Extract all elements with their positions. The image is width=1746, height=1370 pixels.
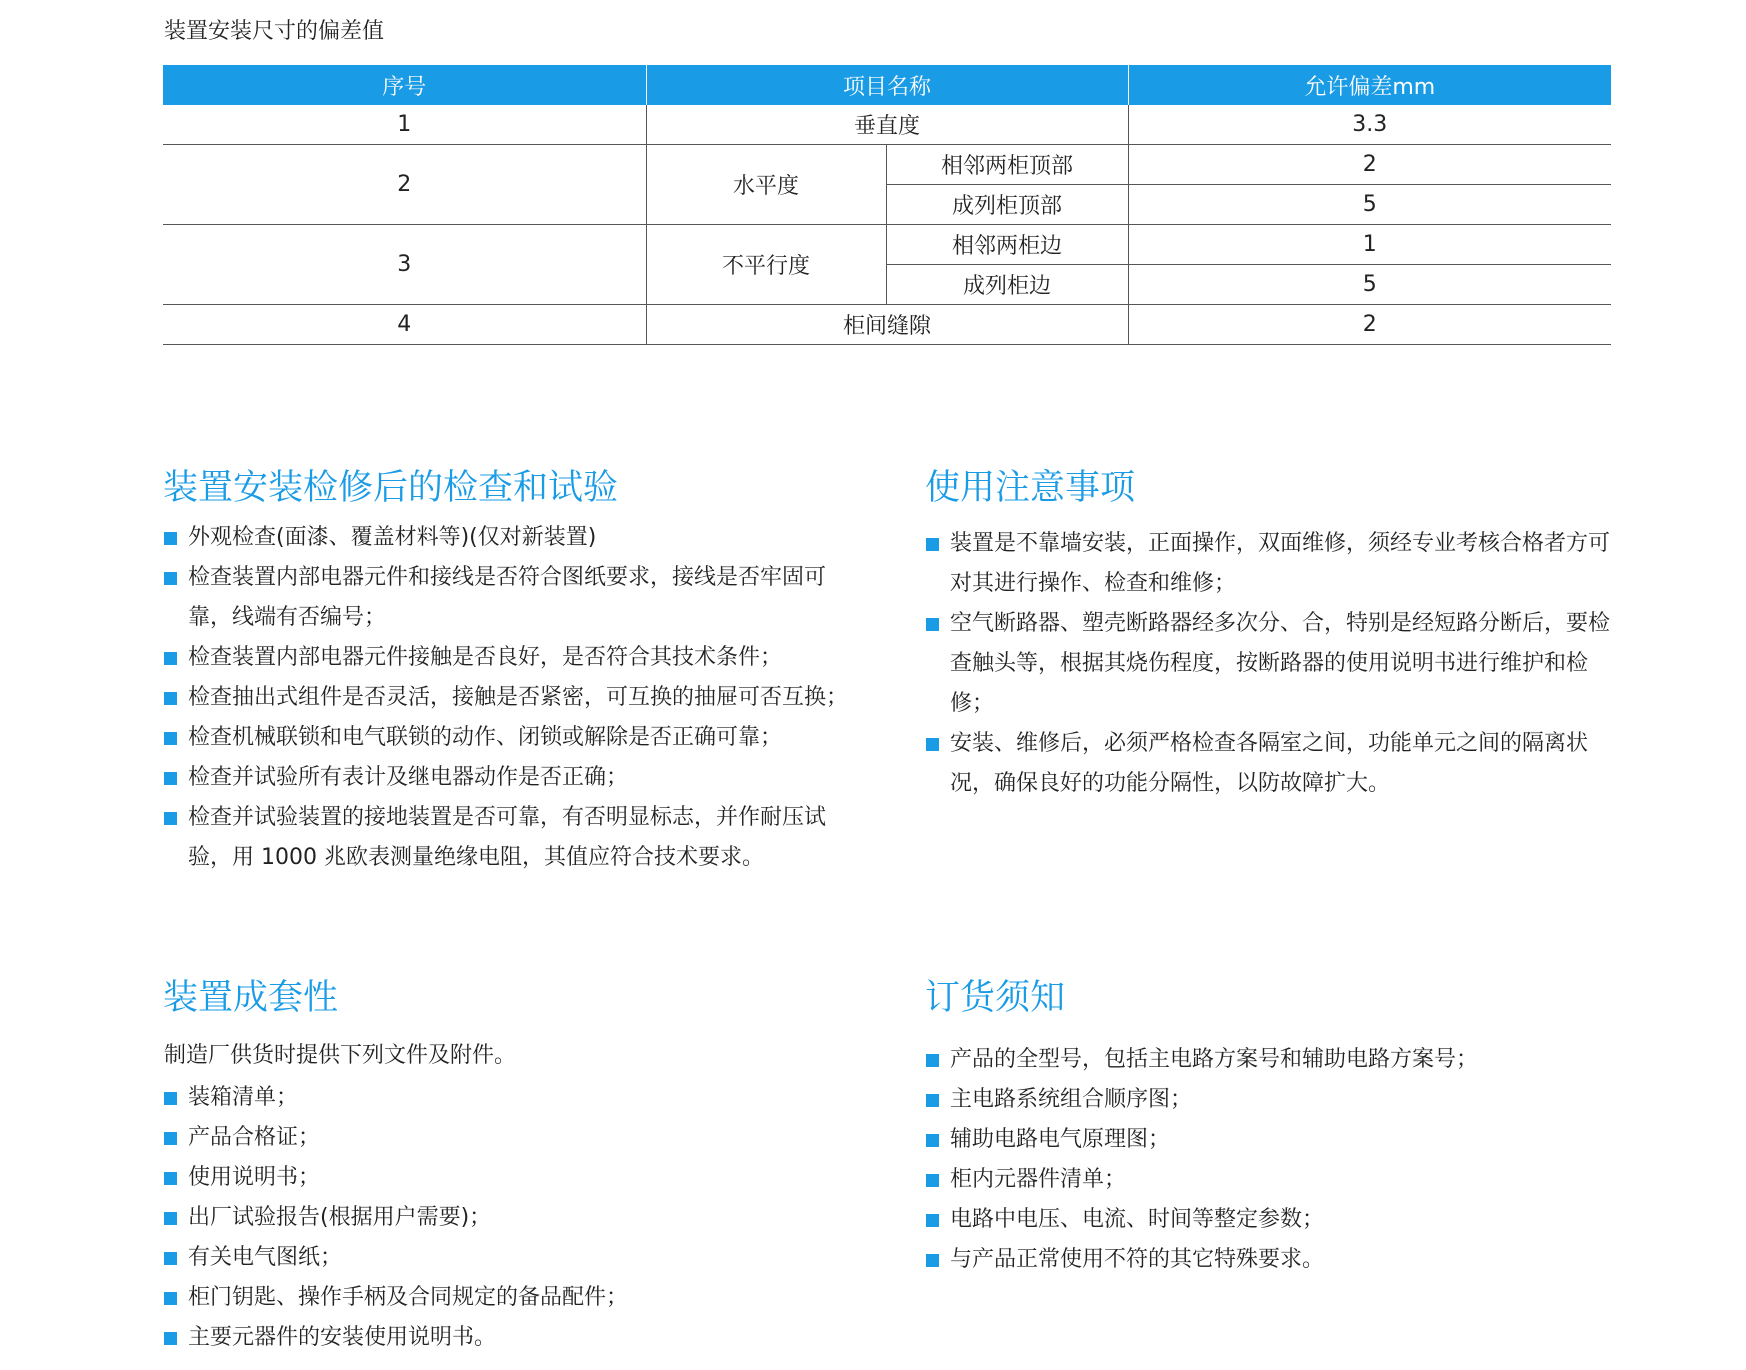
cell-value: 5 [1128,185,1611,225]
list-item: 使用说明书； [164,1158,854,1198]
square-bullet-icon [164,1332,177,1345]
list-item: 主要元器件的安装使用说明书。 [164,1318,854,1358]
cell-subitem: 相邻两柜边 [886,225,1128,265]
list-item: 有关电气图纸； [164,1238,854,1278]
square-bullet-icon [164,692,177,705]
completeness-list [164,1078,854,1358]
ordering-title: 订货须知 [925,978,1066,1018]
list-item: 与产品正常使用不符的其它特殊要求。 [926,1240,1616,1280]
square-bullet-icon [164,1092,177,1105]
square-bullet-icon [926,1094,939,1107]
table-row [163,145,1611,185]
table-row [163,105,1611,145]
square-bullet-icon [164,1172,177,1185]
square-bullet-icon [926,738,939,751]
square-bullet-icon [926,1174,939,1187]
cell-value: 5 [1128,265,1611,305]
square-bullet-icon [164,1252,177,1265]
cell-no: 2 [163,145,646,225]
square-bullet-icon [164,572,177,585]
list-item: 安装、维修后，必须严格检查各隔室之间，功能单元之间的隔离状况，确保良好的功能分隔性，以防故障扩大。 [926,724,1616,804]
square-bullet-icon [164,1292,177,1305]
list-item: 电路中电压、电流、时间等整定参数； [926,1200,1616,1240]
cell-value: 2 [1128,305,1611,345]
cell-no: 1 [163,105,646,145]
square-bullet-icon [164,772,177,785]
list-item: 装置是不靠墙安装，正面操作，双面维修，须经专业考核合格者方可对其进行操作、检查和维修； [926,524,1616,604]
square-bullet-icon [926,1254,939,1267]
cell-item: 不平行度 [646,225,886,305]
list-item: 检查机械联锁和电气联锁的动作、闭锁或解除是否正确可靠； [164,718,854,758]
square-bullet-icon [164,1132,177,1145]
list-item: 出厂试验报告(根据用户需要)； [164,1198,854,1238]
list-item: 检查装置内部电器元件和接线是否符合图纸要求，接线是否牢固可靠，线端有否编号； [164,558,854,638]
list-item: 外观检查(面漆、覆盖材料等)(仅对新装置) [164,518,854,558]
cell-no: 3 [163,225,646,305]
square-bullet-icon [164,532,177,545]
cell-subitem: 成列柜边 [886,265,1128,305]
square-bullet-icon [164,652,177,665]
list-item: 主电路系统组合顺序图； [926,1080,1616,1120]
inspection-title: 装置安装检修后的检查和试验 [163,468,619,508]
cell-subitem: 相邻两柜顶部 [886,145,1128,185]
list-item: 产品合格证； [164,1118,854,1158]
list-item: 空气断路器、塑壳断路器经多次分、合，特别是经短路分断后，要检查触头等，根据其烧伤程度，按断路器的使用说明书进行维护和检修； [926,604,1616,724]
square-bullet-icon [926,1134,939,1147]
list-item: 检查并试验装置的接地装置是否可靠，有否明显标志，并作耐压试验，用 1000 兆欧表测量绝缘电阻，其值应符合技术要求。 [164,798,854,878]
list-item: 辅助电路电气原理图； [926,1120,1616,1160]
cell-no: 4 [163,305,646,345]
square-bullet-icon [164,1212,177,1225]
ordering-list [926,1040,1616,1280]
list-item: 检查并试验所有表计及继电器动作是否正确； [164,758,854,798]
cell-value: 2 [1128,145,1611,185]
cell-value: 3.3 [1128,105,1611,145]
header-tolerance: 允许偏差mm [1128,65,1611,105]
square-bullet-icon [926,1054,939,1067]
square-bullet-icon [164,812,177,825]
cell-subitem: 成列柜顶部 [886,185,1128,225]
list-item: 装箱清单； [164,1078,854,1118]
table-row [163,305,1611,345]
list-item: 检查装置内部电器元件接触是否良好，是否符合其技术条件； [164,638,854,678]
cell-item: 水平度 [646,145,886,225]
header-no: 序号 [163,65,646,105]
list-item: 柜内元器件清单； [926,1160,1616,1200]
square-bullet-icon [164,732,177,745]
square-bullet-icon [926,1214,939,1227]
list-item: 柜门钥匙、操作手柄及合同规定的备品配件； [164,1278,854,1318]
cell-item: 垂直度 [646,105,1128,145]
cell-value: 1 [1128,225,1611,265]
list-item: 产品的全型号，包括主电路方案号和辅助电路方案号； [926,1040,1616,1080]
list-item: 检查抽出式组件是否灵活，接触是否紧密，可互换的抽屉可否互换； [164,678,854,718]
notes-list [926,524,1616,804]
square-bullet-icon [926,618,939,631]
header-item: 项目名称 [646,65,1128,105]
table-caption: 装置安装尺寸的偏差值 [164,19,385,44]
square-bullet-icon [926,538,939,551]
notes-title: 使用注意事项 [925,468,1136,508]
inspection-list [164,518,854,878]
completeness-title: 装置成套性 [163,978,339,1018]
table-row [163,225,1611,265]
completeness-intro: 制造厂供货时提供下列文件及附件。 [164,1043,517,1068]
cell-item: 柜间缝隙 [646,305,1128,345]
table-header-row [163,65,1611,105]
deviation-table [163,65,1611,345]
